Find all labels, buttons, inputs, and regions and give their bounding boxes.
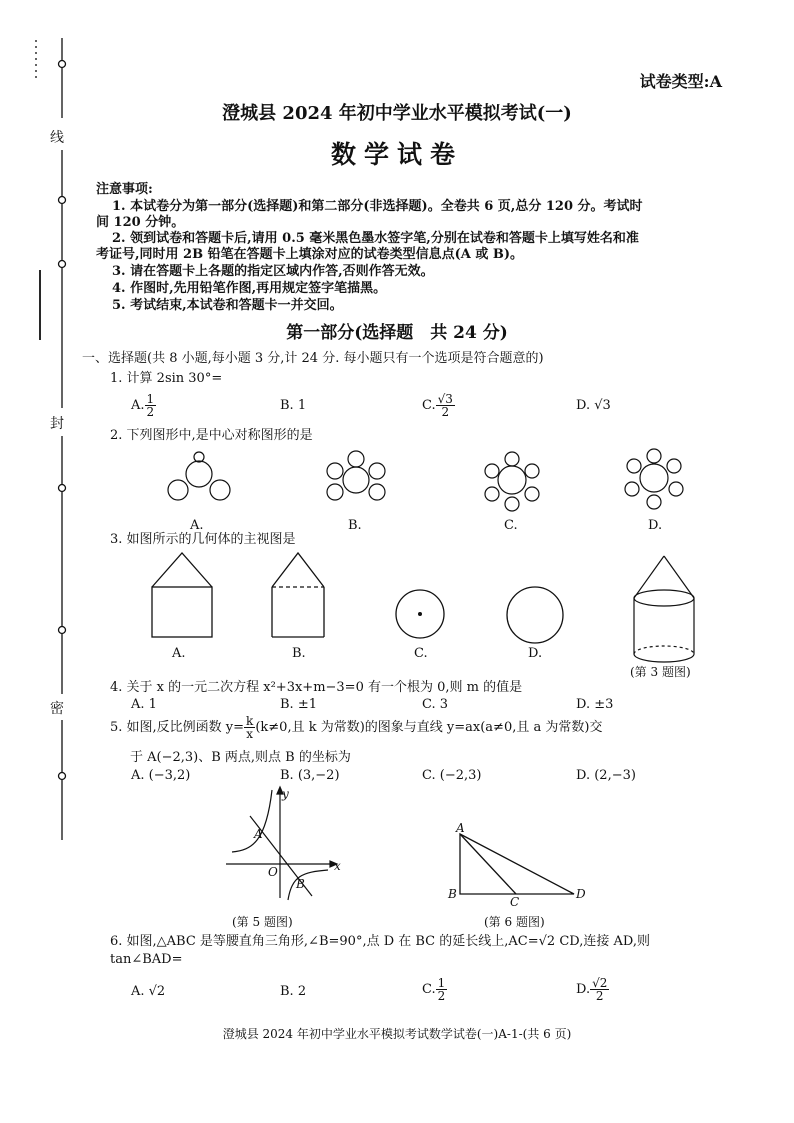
q1-option-b: B. 1 (280, 398, 307, 413)
q4-option-a: A. 1 (131, 697, 157, 712)
q6-option-c: C. $\frac{1}{2}$ (422, 976, 446, 1003)
q6-option-a: A. √2 (131, 984, 166, 999)
seal-mark-mi: 密 (50, 701, 64, 717)
note-line: 2. 领到试卷和答题卡后,请用 0.5 毫米黑色墨水签字笔,分别在试卷和答题卡上填写姓名和准 (112, 231, 639, 246)
q2-figure-d (614, 446, 694, 516)
q6-caption: (第 6 题图) (484, 915, 545, 929)
q6-stem-line2: tan∠BAD= (110, 952, 183, 967)
q3-label-d: D. (528, 646, 543, 661)
page-footer: 澄城县 2024 年初中学业水平模拟考试数学试卷(一)A-1-(共 6 页) (222, 1027, 572, 1041)
q1-option-d: D. √3 (576, 398, 611, 413)
section-instructions: 一、选择题(共 8 小题,每小题 3 分,计 24 分. 每小题只有一个选项是符合题意的) (82, 351, 544, 366)
q5-label-y: y (282, 787, 289, 801)
q1-stem: 1. 计算 2sin 30°= (110, 371, 223, 386)
q6-label-a: A (456, 821, 465, 835)
paper-type: 试卷类型:A (639, 72, 722, 91)
q4-stem: 4. 关于 x 的一元二次方程 x²+3x+m−3=0 有一个根为 0,则 m 的值是 (110, 680, 523, 695)
q1-option-c: C. $\frac{√3}{2}$ (422, 392, 453, 419)
q6-label-c: C (510, 895, 520, 909)
exam-title: 澄城县 2024 年初中学业水平模拟考试(一) (222, 103, 572, 124)
note-line: 3. 请在答题卡上各题的指定区域内作答,否则作答无效。 (112, 264, 434, 279)
q3-label-b: B. (292, 646, 306, 661)
note-line: 4. 作图时,先用铅笔作图,再用规定签字笔描黑。 (112, 281, 387, 296)
q2-figure-a (160, 448, 240, 518)
q5-option-b: B. (3,−2) (280, 768, 340, 783)
q2-label-d: D. (648, 518, 663, 533)
seal-mark-feng: 封 (50, 416, 64, 432)
q6-label-b: B (448, 887, 457, 901)
q3-caption: (第 3 题图) (630, 665, 691, 679)
note-line: 5. 考试结束,本试卷和答题卡一并交回。 (112, 298, 343, 313)
q2-stem: 2. 下列图形中,是中心对称图形的是 (110, 428, 313, 443)
q3-solid-figure (624, 554, 704, 664)
q4-option-c: C. 3 (422, 697, 449, 712)
q3-label-c: C. (414, 646, 428, 661)
q4-option-d: D. ±3 (576, 697, 614, 712)
notes-heading: 注意事项: (96, 182, 153, 197)
exam-subtitle: 数学试卷 (330, 140, 463, 169)
q6-option-b: B. 2 (280, 984, 307, 999)
q3-figure-c (392, 586, 452, 646)
q2-label-c: C. (504, 518, 518, 533)
q5-label-a: A (254, 827, 263, 841)
q5-graph-figure (222, 786, 342, 906)
q2-label-b: B. (348, 518, 362, 533)
note-line: 1. 本试卷分为第一部分(选择题)和第二部分(非选择题)。全卷共 6 页,总分 120 分。考试时 (112, 199, 643, 214)
q2-label-a: A. (190, 518, 204, 533)
q5-stem: 5. 如图,反比例函数 y= $\frac{k}{x}$ (k≠0,且 k 为常数)的图象与直线 y=ax(a≠0,且 a 为常数)交 (110, 714, 603, 741)
q6-option-d: D. $\frac{√2}{2}$ (576, 976, 608, 1003)
seal-mark-xian: 线 (50, 130, 64, 146)
q5-option-a: A. (−3,2) (131, 768, 191, 783)
q5-label-o: O (268, 865, 278, 879)
q3-figure-a (148, 551, 218, 641)
q2-figure-b (318, 448, 398, 518)
q3-label-a: A. (172, 646, 186, 661)
note-line: 考证号,同时用 2B 铅笔在答题卡上填涂对应的试卷类型信息点(A 或 B)。 (96, 247, 524, 262)
q2-figure-c (472, 448, 552, 518)
q5-option-c: C. (−2,3) (422, 768, 482, 783)
q6-triangle-figure (452, 826, 592, 906)
q3-stem: 3. 如图所示的几何体的主视图是 (110, 532, 296, 547)
q5-caption: (第 5 题图) (232, 915, 293, 929)
q6-stem: 6. 如图,△ABC 是等腰直角三角形,∠B=90°,点 D 在 BC 的延长线上,AC=√2 CD,连接 AD,则 (110, 934, 650, 949)
q6-label-d: D (576, 887, 586, 901)
note-line: 间 120 分钟。 (96, 215, 185, 230)
q3-figure-d (502, 582, 572, 652)
q5-option-d: D. (2,−3) (576, 768, 636, 783)
q5-stem-line2: 于 A(−2,3)、B 两点,则点 B 的坐标为 (130, 750, 351, 765)
q4-option-b: B. ±1 (280, 697, 317, 712)
q3-figure-b (268, 551, 338, 641)
q5-label-x: x (334, 859, 341, 873)
part1-heading: 第一部分(选择题 共 24 分) (286, 323, 508, 343)
q5-label-b: B (296, 877, 305, 891)
q1-option-a: A. $\frac{1}{2}$ (131, 392, 155, 419)
